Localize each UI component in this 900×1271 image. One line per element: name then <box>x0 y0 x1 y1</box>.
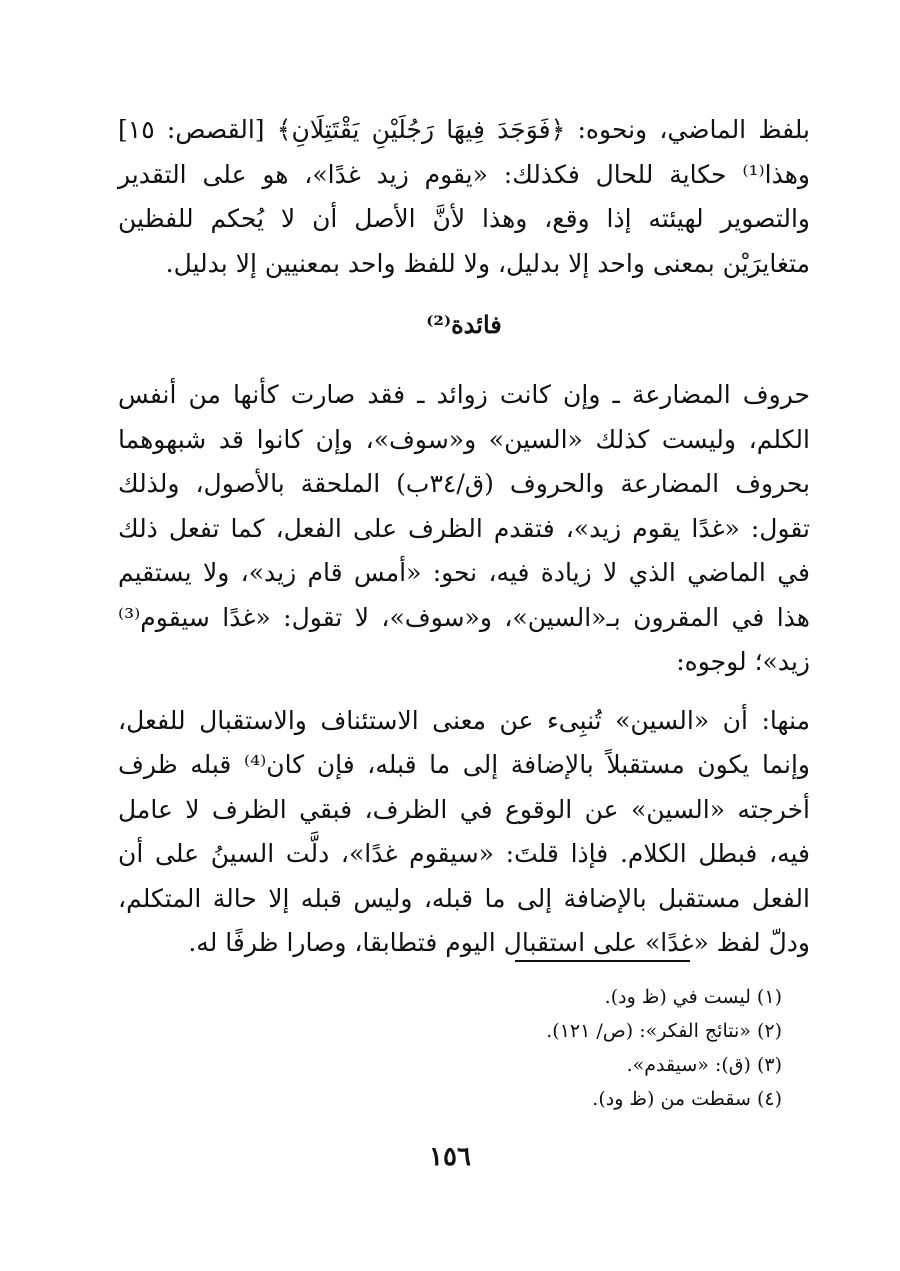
paragraph-3: منها: أن «السين» تُنبِىء عن معنى الاستئناف والاستقبال للفعل، وإنما يكون مستقبلاً بالإضافة إلى ما قبله، فإن كان⁽⁴⁾ قبله ظرف أخرجته «السين» عن الوقوع في الظرف، فبقي الظرف لا عامل فيه، فبطل الكلام. فإذا قلتَ: «سيقوم غدًا»، دلَّت السينُ على أن الفعل مستقبل بالإضافة إلى ما قبله، وليس قبله إلا حالة المتكلم، ودلّ لفظ «غدًا» على استقبال اليوم فتطابقا، وصارا ظرفًا له. <box>118 705 810 957</box>
footnote-4: (٤) سقطت من (ظ ود). <box>592 1088 782 1110</box>
footnote-divider <box>515 960 690 962</box>
paragraph-2: حروف المضارعة ـ وإن كانت زوائد ـ فقد صارت كأنها من أنفس الكلم، وليست كذلك «السين» و«سوف»، وإن كانوا قد شبهوهما بحروف المضارعة والحروف (ق/٣٤ب) الملحقة بالأصول، ولذلك تقول: «غدًا يقوم زيد»، فتقدم الظرف على الفعل، كما تفعل ذلك في الماضي الذي لا زيادة فيه، نحو: «أمس قام زيد»، ولا يستقيم هذا في المقرون بـ«السين»، و«سوف»، لا تقول: «غدًا سيقوم⁽³⁾ زيد»؛ لوجوه: <box>118 380 810 676</box>
page-number: ١٥٦ <box>429 1142 471 1172</box>
page-body <box>118 108 810 966</box>
footnotes <box>120 980 782 1116</box>
footnote-2: (٢) «نتائج الفكر»: (ص/ ١٢١). <box>546 1020 782 1042</box>
footnote-3: (٣) (ق): «سيقدم». <box>626 1054 782 1076</box>
section-heading: فائدة⁽²⁾ <box>426 310 502 339</box>
footnote-1: (١) ليست في (ظ ود). <box>604 986 782 1008</box>
paragraph-1: بلفظ الماضي، ونحوه: ﴿فَوَجَدَ فِيهَا رَجُلَيْنِ يَقْتَتِلَانِ﴾ [القصص: ١٥] وهذا⁽¹⁾ حكاية للحال فكذلك: «يقوم زيد غدًا»، هو على التقدير والتصوير لهيئته إذا وقع، وهذا لأنَّ الأصل أن لا يُحكم للفظين متغايرَيْن بمعنى واحد إلا بدليل، ولا للفظ واحد بمعنيين إلا بدليل. <box>118 115 810 278</box>
